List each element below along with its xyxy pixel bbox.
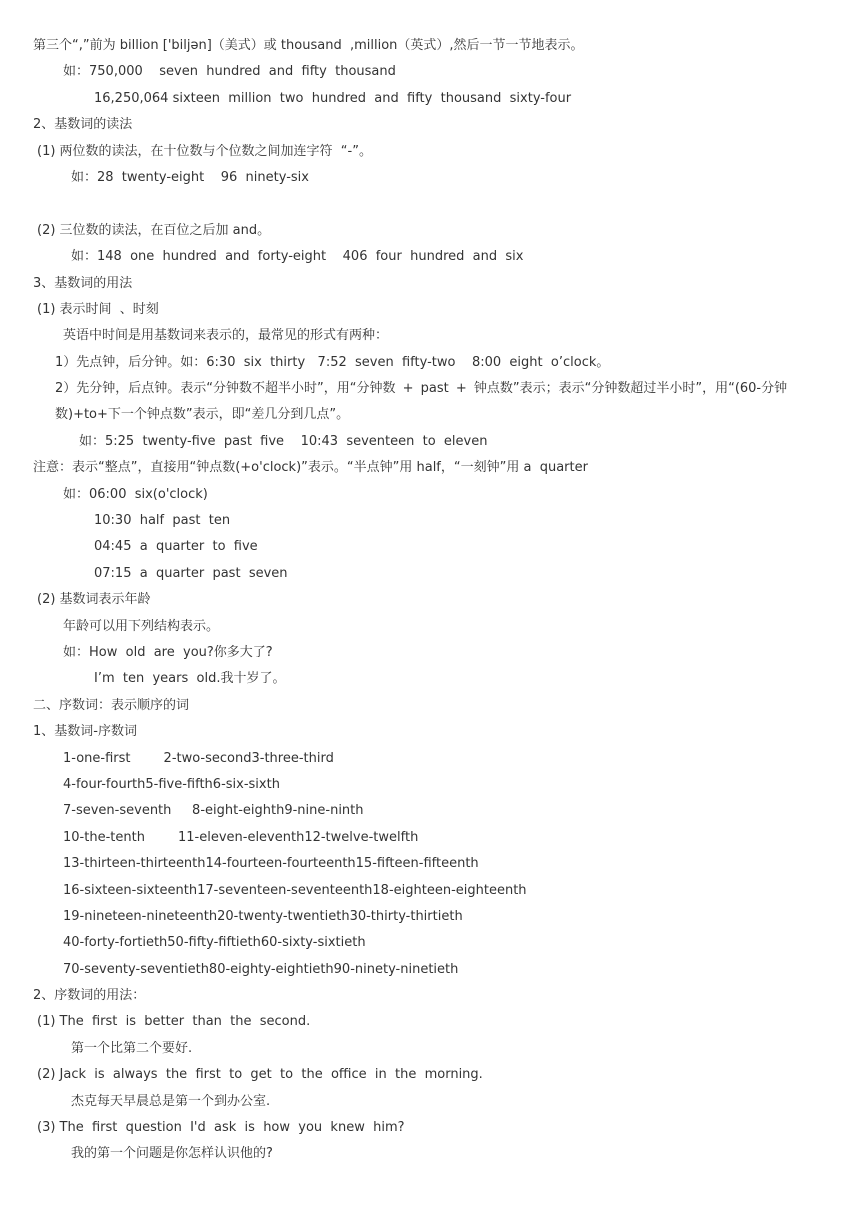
text-line: 19-nineteen-nineteenth20-twenty-twentieth30-thirty-thirtieth xyxy=(63,908,463,924)
text-line: 40-forty-fortieth50-fifty-fiftieth60-sixty-sixtieth xyxy=(63,935,366,951)
text-line: 16-sixteen-sixteenth17-seventeen-seventeenth18-eighteen-eighteenth xyxy=(63,882,527,898)
text-line: 二、序数词：表示顺序的词 xyxy=(33,697,190,713)
text-line: 如：5:25 twenty-five past five 10:43 seventeen to eleven xyxy=(79,433,488,449)
text-line: (1) 表示时间 、时刻 xyxy=(37,301,159,317)
text-line: 第一个比第二个要好. xyxy=(71,1040,193,1056)
document-body xyxy=(0,33,864,1168)
text-line: (1) The first is better than the second. xyxy=(37,1014,311,1030)
text-line: 2）先分钟，后点钟。表示“分钟数不超半小时”，用“分钟数 + past + 钟点数”表示；表示“分钟数超过半小时”，用“(60-分钟数)+to+下一个钟点数”表示，即“差几分到几点”。 xyxy=(55,381,788,423)
text-line: 第三个“,”前为 billion ['biljən]（美式）或 thousand ,million（英式）,然后一节一节地表示。 xyxy=(33,38,584,53)
blank-line xyxy=(0,191,864,217)
text-line: 我的第一个问题是你怎样认识他的? xyxy=(71,1146,273,1162)
text-line: 10:30 half past ten xyxy=(94,513,231,529)
text-line: (1) 两位数的读法，在十位数与个位数之间加连字符 “-”。 xyxy=(37,143,372,159)
text-line: 1、基数词-序数词 xyxy=(33,724,137,740)
text-line: 10-the-tenth 11-eleven-eleventh12-twelve-twelfth xyxy=(63,829,419,845)
text-line: I’m ten years old.我十岁了。 xyxy=(94,671,286,687)
text-line: 如：06:00 six(o'clock) xyxy=(63,486,208,502)
text-line: 如：148 one hundred and forty-eight 406 four hundred and six xyxy=(71,249,524,265)
text-line: 2、基数词的读法 xyxy=(33,117,133,133)
text-line: 1-one-first 2-two-second3-three-third xyxy=(63,750,334,766)
text-line: 注意：表示“整点”，直接用“钟点数(+o'clock)”表示。“半点钟”用 half，“一刻钟”用 a quarter xyxy=(33,460,588,476)
text-line: 70-seventy-seventieth80-eighty-eightieth90-ninety-ninetieth xyxy=(63,961,459,977)
text-line: 如：750,000 seven hundred and fifty thousand xyxy=(63,64,396,80)
text-line: 04:45 a quarter to five xyxy=(94,539,258,555)
text-line: 4-four-fourth5-five-fifth6-six-sixth xyxy=(63,776,280,792)
text-line: (2) 基数词表示年龄 xyxy=(37,592,151,608)
text-line: (2) 三位数的读法，在百位之后加 and。 xyxy=(37,222,271,238)
text-line: 1）先点钟，后分钟。如：6:30 six thirty 7:52 seven fifty-two 8:00 eight o’clock。 xyxy=(55,354,610,370)
text-line: 7-seven-seventh 8-eight-eighth9-nine-ninth xyxy=(63,803,364,819)
text-line: 3、基数词的用法 xyxy=(33,275,133,291)
text-line: 英语中时间是用基数词来表示的，最常见的形式有两种： xyxy=(63,328,389,344)
text-line: 13-thirteen-thirteenth14-fourteen-fourteenth15-fifteen-fifteenth xyxy=(63,856,479,872)
text-line: 07:15 a quarter past seven xyxy=(94,565,288,581)
text-line: 杰克每天早晨总是第一个到办公室. xyxy=(71,1093,271,1109)
text-line: (3) The first question I'd ask is how you knew him? xyxy=(37,1120,405,1136)
text-line: 16,250,064 sixteen million two hundred and fifty thousand sixty-four xyxy=(94,90,572,106)
text-line: 2、序数词的用法： xyxy=(33,988,146,1004)
text-line: 如：28 twenty-eight 96 ninety-six xyxy=(71,169,309,185)
text-line: 如：How old are you?你多大了? xyxy=(63,645,273,661)
text-line: (2) Jack is always the first to get to the office in the morning. xyxy=(37,1067,483,1083)
text-line: 年龄可以用下列结构表示。 xyxy=(63,618,220,634)
